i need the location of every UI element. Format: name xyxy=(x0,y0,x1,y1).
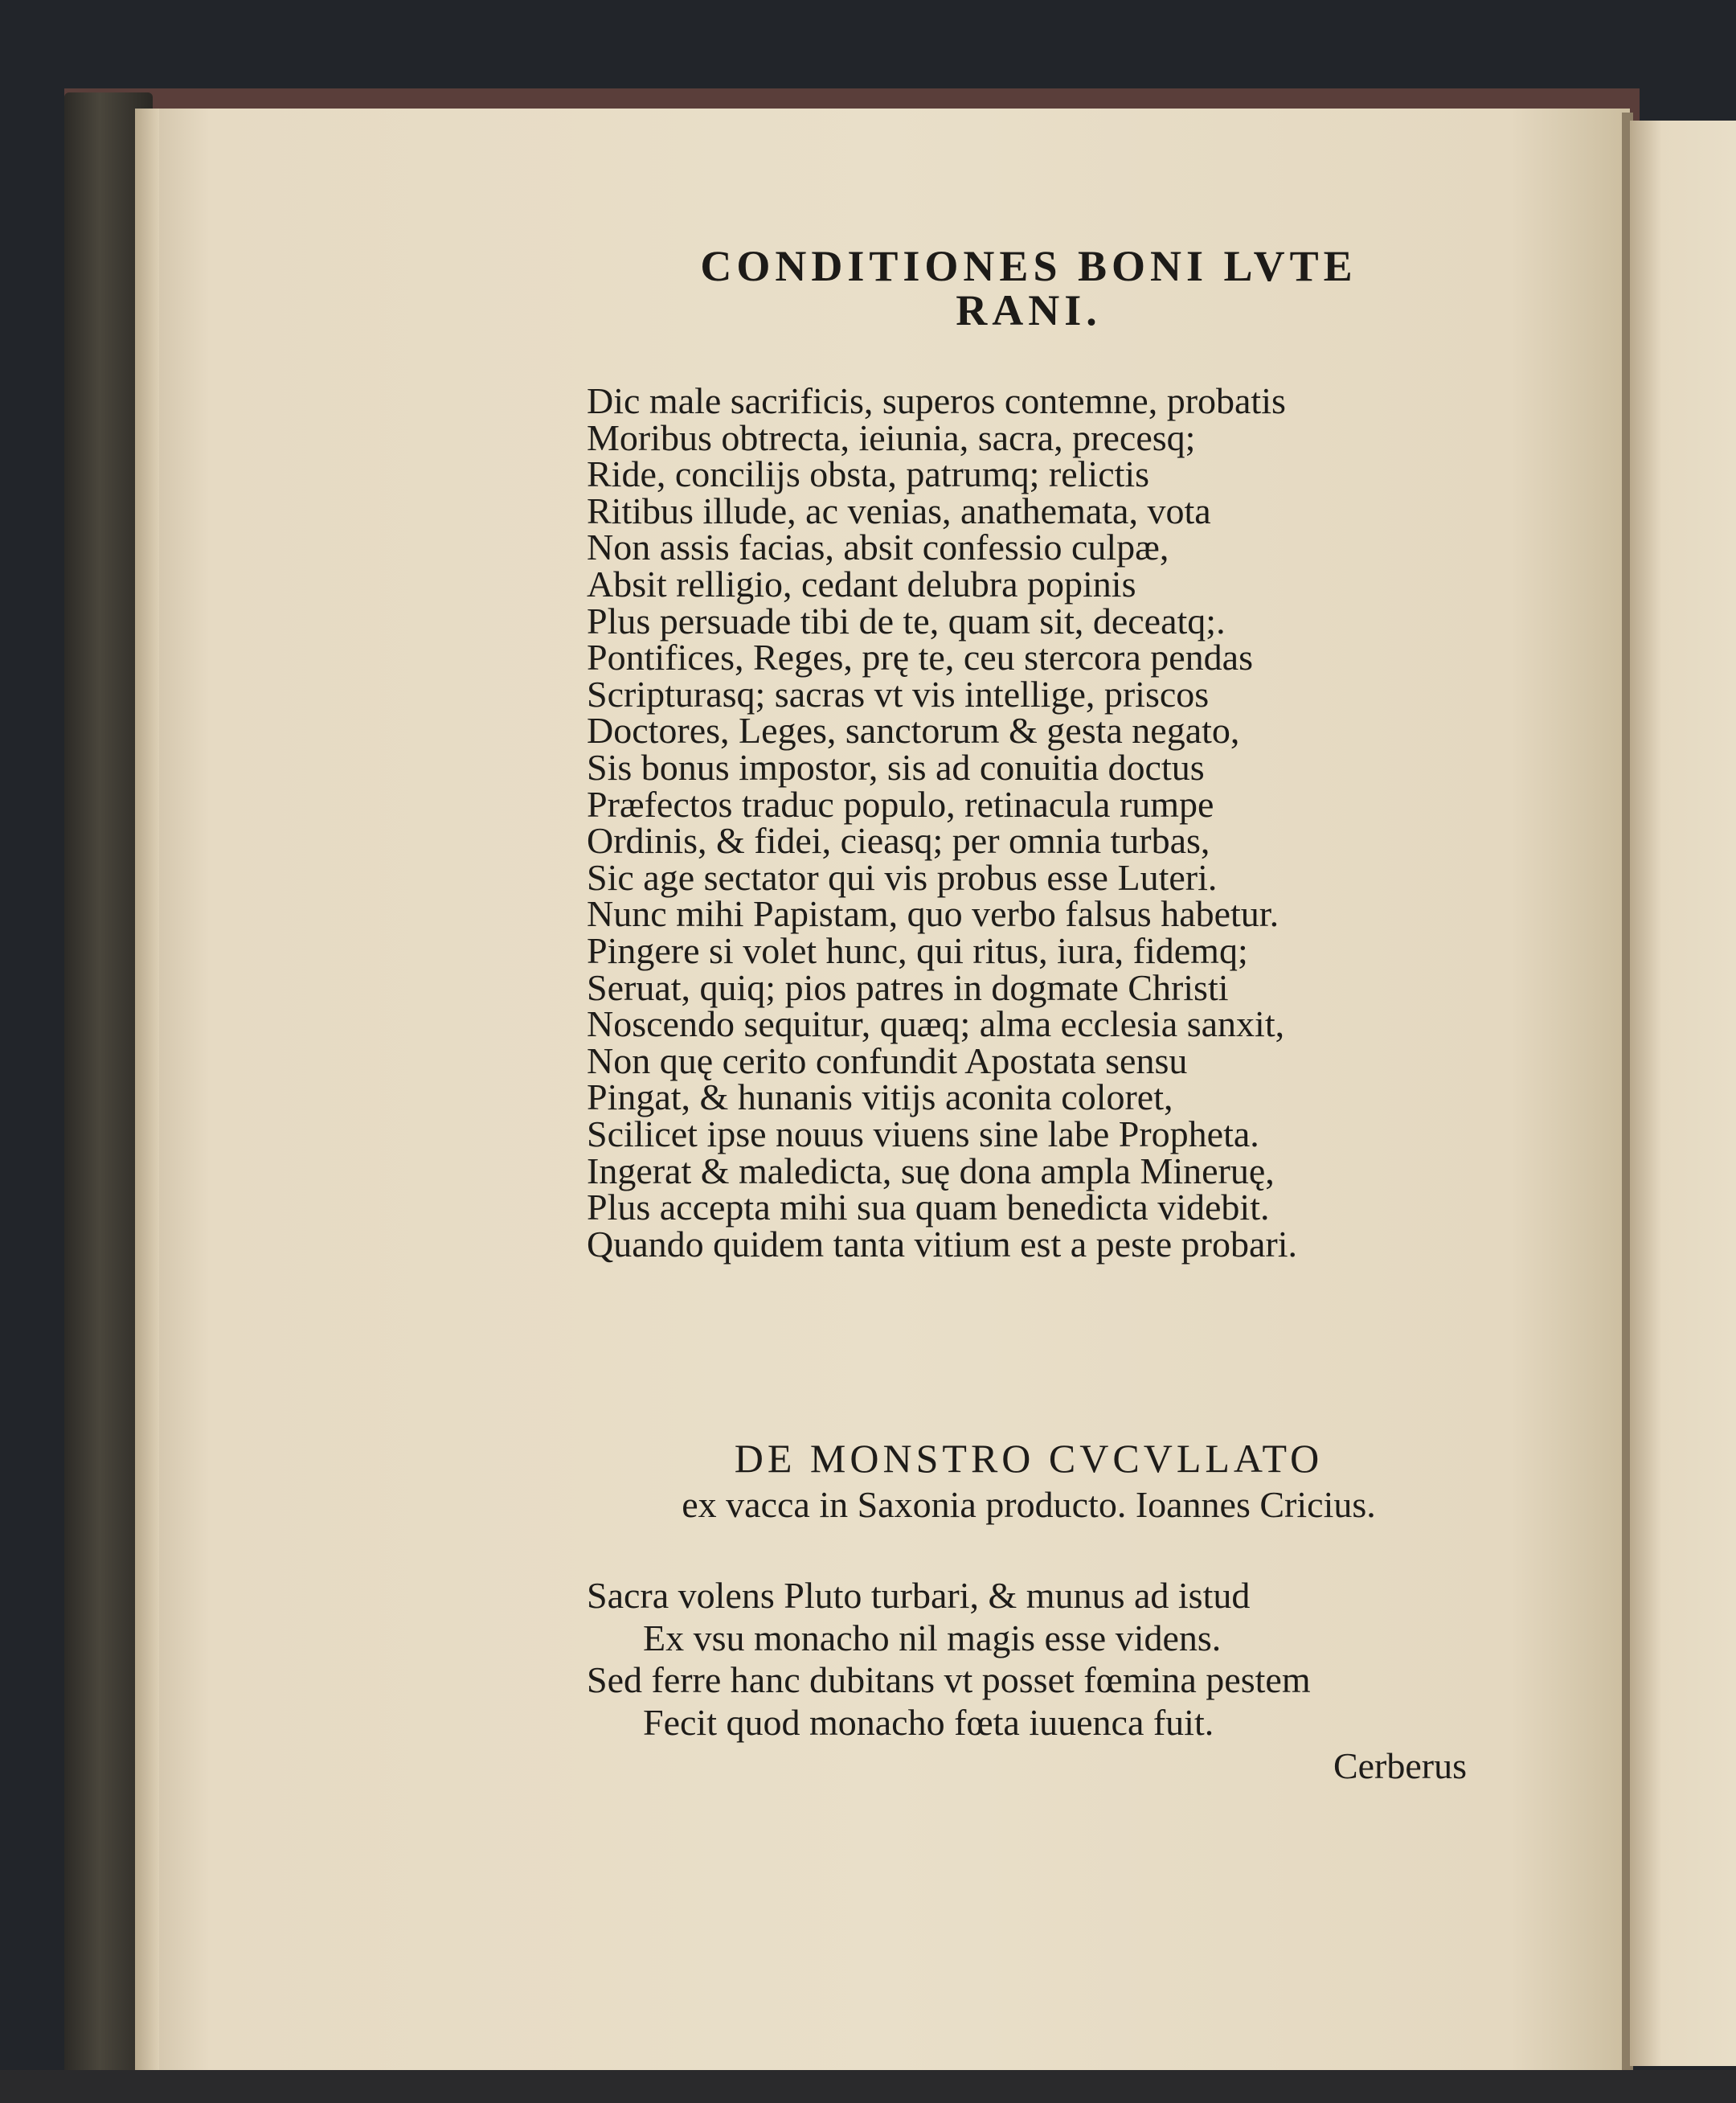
verse-line: Fecit quod monacho fœta iuuenca fuit. xyxy=(643,1701,1214,1743)
verse-line: Plus persuade tibi de te, quam sit, deceatq;. xyxy=(587,600,1226,642)
background-bottom xyxy=(0,2070,1736,2103)
page-edge xyxy=(135,109,159,2070)
verse-line: Seruat, quiq; pios patres in dogmate Christi xyxy=(587,966,1229,1008)
verse-line: Ride, concilijs obsta, patrumq; relictis xyxy=(587,453,1150,495)
verse-line: Moribus obtrecta, ieiunia, sacra, precesq; xyxy=(587,416,1196,458)
verse-line: Scilicet ipse nouus viuens sine labe Propheta. xyxy=(587,1113,1259,1154)
verse-line: Absit relligio, cedant delubra popinis xyxy=(587,564,1136,605)
verse-line: Noscendo sequitur, quæq; alma ecclesia sanxit, xyxy=(587,1003,1285,1045)
verse-line: Pingat, & hunanis vitijs aconita coloret, xyxy=(587,1076,1173,1118)
verse-line: Sed ferre hanc dubitans vt posset fœmina pestem xyxy=(587,1659,1311,1700)
facing-page xyxy=(1630,121,1736,2066)
verse-line: Sacra volens Pluto turbari, & munus ad istud xyxy=(587,1575,1251,1616)
verse-line: Doctores, Leges, sanctorum & gesta negato, xyxy=(587,710,1240,752)
verse-line: Sis bonus impostor, sis ad conuitia doctus xyxy=(587,747,1205,788)
verse-line: Nunc mihi Papistam, quo verbo falsus habetur. xyxy=(587,893,1279,935)
verse-line: Quando quidem tanta vitium est a peste probari. xyxy=(587,1223,1297,1265)
verse-line: Scripturasq; sacras vt vis intellige, priscos xyxy=(587,673,1210,715)
verse-line: Non assis facias, absit confessio culpæ, xyxy=(587,527,1169,568)
verse-line: Pingere si volet hunc, qui ritus, iura, fidemq; xyxy=(587,930,1248,971)
verse-line: Plus accepta mihi sua quam benedicta videbit. xyxy=(587,1187,1270,1228)
verse-line: Pontifices, Reges, prę te, ceu stercora pendas xyxy=(587,637,1253,678)
poem-title-line1: CONDITIONES BONI LVTE xyxy=(700,242,1357,290)
poem-title-line2: RANI. xyxy=(956,286,1102,334)
verse-line: Ritibus illude, ac venias, anathemata, vota xyxy=(587,490,1211,531)
verse-line: Ex vsu monacho nil magis esse videns. xyxy=(643,1617,1222,1658)
verse-line: Ordinis, & fidei, cieasq; per omnia turbas, xyxy=(587,820,1210,862)
verse-line: Sic age sectator qui vis probus esse Luteri. xyxy=(587,856,1218,898)
verse-line: Dic male sacrificis, superos contemne, probatis xyxy=(587,380,1286,421)
poem2-title-line1: DE MONSTRO CVCVLLATO xyxy=(734,1436,1324,1481)
verse-line: Præfectos traduc populo, retinacula rumpe xyxy=(587,783,1214,825)
poem2-title-line2: ex vacca in Saxonia producto. Ioannes Cricius. xyxy=(682,1484,1376,1525)
verse-line: Ingerat & maledicta, suę dona ampla Mineruę, xyxy=(587,1150,1275,1191)
verse-line: Non quę cerito confundit Apostata sensu xyxy=(587,1039,1188,1081)
catchword: Cerberus xyxy=(1333,1745,1467,1786)
